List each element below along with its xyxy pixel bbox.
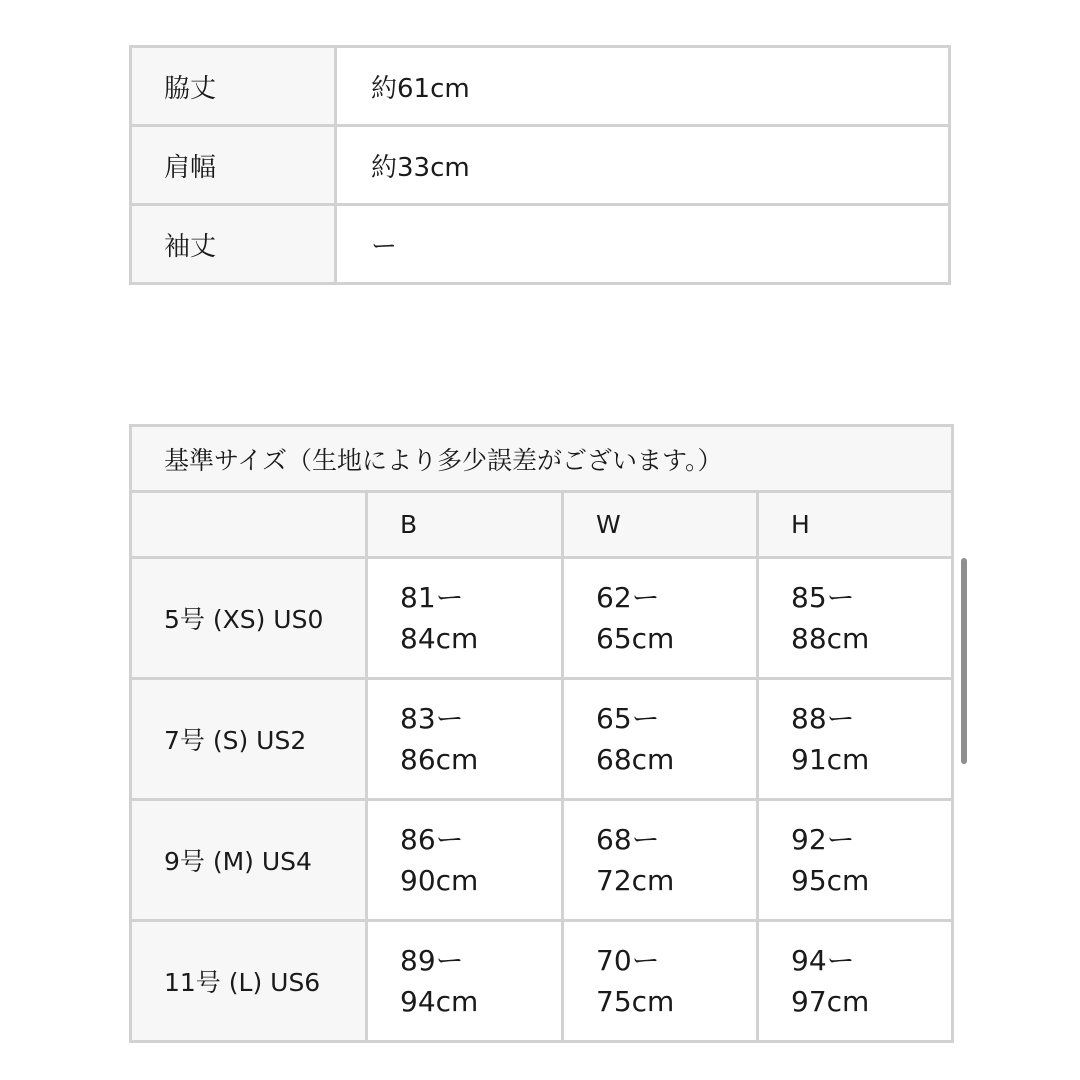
hip-cell [758, 558, 953, 679]
measurement-row [131, 205, 950, 284]
size-header-empty [131, 492, 367, 558]
bust-cell [367, 800, 563, 921]
measurement-row [131, 47, 950, 126]
range-start: 65ー [596, 702, 660, 735]
range-start: 92ー [791, 823, 855, 856]
size-label: 11号 (L) US6 [131, 921, 367, 1042]
bust-cell [367, 921, 563, 1042]
range-end: 97cm [791, 985, 870, 1018]
measurement-label: 脇丈 [131, 47, 336, 126]
measurement-label: 肩幅 [131, 126, 336, 205]
hip-cell [758, 921, 953, 1042]
waist-cell [563, 558, 758, 679]
column-header-h: H [758, 492, 953, 558]
bust-cell [367, 679, 563, 800]
size-label: 5号 (XS) US0 [131, 558, 367, 679]
range-start: 68ー [596, 823, 660, 856]
column-header-b: B [367, 492, 563, 558]
range-start: 88ー [791, 702, 855, 735]
range-end: 95cm [791, 864, 870, 897]
range-start: 81ー [400, 581, 464, 614]
range-start: 85ー [791, 581, 855, 614]
range-end: 65cm [596, 622, 675, 655]
range-end: 84cm [400, 622, 479, 655]
column-header-w: W [563, 492, 758, 558]
range-end: 90cm [400, 864, 479, 897]
size-table [129, 424, 954, 1043]
range-start: 62ー [596, 581, 660, 614]
measurement-value: ー [336, 205, 950, 284]
size-label: 7号 (S) US2 [131, 679, 367, 800]
range-start: 83ー [400, 702, 464, 735]
size-row [131, 921, 953, 1042]
size-table-header-row [131, 492, 953, 558]
size-label: 9号 (M) US4 [131, 800, 367, 921]
range-end: 68cm [596, 743, 675, 776]
range-end: 75cm [596, 985, 675, 1018]
range-start: 70ー [596, 944, 660, 977]
hip-cell [758, 800, 953, 921]
bust-cell [367, 558, 563, 679]
measurement-row [131, 126, 950, 205]
range-end: 91cm [791, 743, 870, 776]
waist-cell [563, 921, 758, 1042]
measurement-value: 約33cm [336, 126, 950, 205]
range-end: 72cm [596, 864, 675, 897]
size-row [131, 800, 953, 921]
size-table-title: 基準サイズ（生地により多少誤差がございます。） [131, 426, 953, 492]
measurement-label: 袖丈 [131, 205, 336, 284]
hip-cell [758, 679, 953, 800]
range-end: 94cm [400, 985, 479, 1018]
size-row [131, 679, 953, 800]
range-end: 86cm [400, 743, 479, 776]
measurement-value: 約61cm [336, 47, 950, 126]
waist-cell [563, 800, 758, 921]
size-table-title-row [131, 426, 953, 492]
range-start: 86ー [400, 823, 464, 856]
range-start: 89ー [400, 944, 464, 977]
range-end: 88cm [791, 622, 870, 655]
vertical-scrollbar[interactable] [961, 558, 967, 764]
range-start: 94ー [791, 944, 855, 977]
measurement-table [129, 45, 951, 285]
size-row [131, 558, 953, 679]
waist-cell [563, 679, 758, 800]
